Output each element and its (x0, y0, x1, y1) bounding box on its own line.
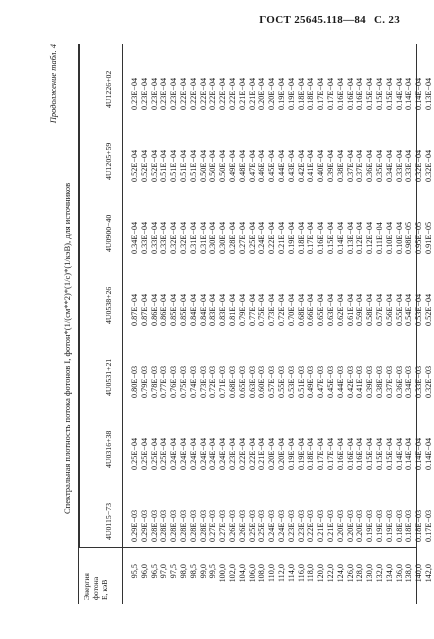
source-column-header: 4U0531+21 (104, 358, 113, 396)
table-cell: 0.14E−04 (404, 437, 414, 470)
page-number: С. 23 (374, 14, 400, 26)
table-cell: 0.34E−04 (130, 221, 139, 254)
table-cell: 0.21E−04 (247, 77, 257, 110)
table-cell: 0.37E−03 (384, 365, 394, 398)
table-cell: 0.53E−04 (414, 293, 424, 326)
table-cell: 0.28E−03 (198, 509, 208, 542)
table-cell: 0.74E−03 (188, 365, 198, 398)
table-cell: 0.17E−04 (316, 77, 326, 110)
table-cell: 0.41E−04 (306, 149, 316, 182)
table-cell: 0.11E−04 (374, 222, 384, 254)
table-cell: 0.18E−04 (296, 221, 306, 254)
table-cell: 0.33E−04 (159, 221, 169, 254)
energy-cell: 142,0 (423, 564, 433, 583)
energy-cell: 114,0 (286, 564, 296, 583)
table-cell: 0.12E−04 (355, 221, 365, 254)
table-cell: 0.29E−03 (139, 509, 149, 542)
table-cell: 0.24E−04 (178, 437, 188, 470)
table-cell: 0.28E−04 (227, 221, 237, 254)
table-cell: 0.28E−03 (188, 509, 198, 542)
table-cell: 0.15E−04 (365, 77, 375, 110)
energy-cell: 126,0 (345, 564, 355, 583)
table-cell: 0.29E−03 (130, 509, 139, 542)
table-cell: 0.32E−04 (423, 149, 433, 182)
energy-cell: 128,0 (355, 564, 365, 583)
header-bottom-rule (122, 44, 123, 604)
energy-cell: 118,0 (306, 564, 316, 583)
table-cell: 0.24E−04 (257, 221, 267, 254)
energy-column (130, 564, 434, 600)
energy-cell: 96,5 (149, 564, 159, 579)
table-cell: 0.33E−03 (414, 365, 424, 398)
table-cell: 0.78E−03 (149, 365, 159, 398)
table-cell: 0.53E−03 (286, 365, 296, 398)
table-cell: 0.86E−04 (159, 293, 169, 326)
table-cell: 0.31E−04 (188, 221, 198, 254)
table-cell: 0.37E−04 (345, 149, 355, 182)
table-cell: 0.71E−03 (218, 365, 228, 398)
table-cell: 0.14E−04 (394, 437, 404, 470)
table-cell: 0.60E−03 (257, 365, 267, 398)
table-cell: 0.17E−04 (306, 221, 316, 254)
table-cell: 0.45E−04 (267, 149, 277, 182)
table-cell: 0.25E−04 (130, 437, 139, 470)
table-cell: 0.79E−04 (237, 293, 247, 326)
table-cell: 0.21E−04 (257, 437, 267, 470)
table-cell: 0.21E−04 (237, 77, 247, 110)
table-cell: 0.15E−04 (374, 437, 384, 470)
table-cell: 0.28E−03 (159, 509, 169, 542)
table-cell: 0.34E−04 (384, 149, 394, 182)
table-cell: 0.91E−05 (423, 221, 433, 254)
table-cell: 0.20E−03 (345, 509, 355, 542)
table-cell: 0.18E−04 (306, 77, 316, 110)
table-cell: 0.47E−04 (247, 149, 257, 182)
table-cell: 0.51E−04 (159, 149, 169, 182)
table-cell: 0.33E−04 (139, 221, 149, 254)
table-cell: 0.17E−04 (325, 77, 335, 110)
table-cell: 0.34E−03 (404, 365, 414, 398)
energy-cell: 99,5 (208, 564, 218, 579)
energy-cell: 132,0 (374, 564, 384, 583)
table-cell: 0.20E−03 (355, 509, 365, 542)
source-column-header: 4U0538+26 (104, 286, 113, 324)
energy-cell: 112,0 (276, 564, 286, 583)
table-cell: 0.23E−04 (159, 77, 169, 110)
table-cell: 0.32E−04 (169, 221, 179, 254)
table-cell: 0.87E−04 (130, 293, 139, 326)
table-cell: 0.73E−03 (198, 365, 208, 398)
table-cell: 0.33E−04 (404, 149, 414, 182)
table-cell: 0.84E−04 (198, 293, 208, 326)
table-cell: 0.14E−04 (414, 437, 424, 470)
table-cell: 0.24E−04 (188, 437, 198, 470)
table-cell: 0.19E−03 (365, 509, 375, 542)
table-cell: 0.30E−04 (218, 221, 228, 254)
table-cell: 0.20E−03 (335, 509, 345, 542)
table-cell: 0.27E−04 (237, 221, 247, 254)
table-cell: 0.22E−04 (198, 77, 208, 110)
table-cell: 0.18E−03 (394, 509, 404, 542)
source-data-column (130, 262, 434, 326)
continuation-note: Продолжение табл. 4 (48, 44, 58, 124)
page-header (254, 14, 400, 26)
standard-number: ГОСТ 25645.118—84 (259, 14, 366, 26)
table-cell: 0.65E−04 (316, 293, 326, 326)
table-cell: 0.33E−04 (394, 149, 404, 182)
table-cell: 0.18E−04 (306, 437, 316, 470)
table-cell: 0.51E−04 (188, 149, 198, 182)
table-cell: 0.16E−04 (316, 221, 326, 254)
table-cell: 0.19E−03 (384, 509, 394, 542)
energy-cell: 124,0 (335, 564, 345, 583)
table-cell: 0.15E−04 (384, 77, 394, 110)
energy-cell: 120,0 (316, 564, 326, 583)
table-cell: 0.25E−03 (247, 509, 257, 542)
table-cell: 0.83E−04 (208, 293, 218, 326)
table-cell: 0.13E−04 (345, 221, 355, 254)
energy-cell: 97,0 (159, 564, 169, 579)
rotated-table (48, 44, 433, 604)
table-cell: 0.24E−04 (218, 437, 228, 470)
table-cell: 0.15E−04 (365, 437, 375, 470)
source-data-column (130, 118, 434, 182)
table-cell: 0.28E−03 (178, 509, 188, 542)
table-cell: 0.27E−03 (218, 509, 228, 542)
table-cell: 0.38E−04 (335, 149, 345, 182)
table-cell: 0.14E−04 (414, 77, 424, 110)
table-cell: 0.20E−04 (267, 77, 277, 110)
table-cell: 0.24E−03 (276, 509, 286, 542)
table-cell: 0.22E−04 (208, 77, 218, 110)
table-cell: 0.66E−04 (306, 293, 316, 326)
table-cell: 0.25E−03 (257, 509, 267, 542)
table-cell: 0.85E−04 (178, 293, 188, 326)
table-cell: 0.13E−04 (423, 77, 433, 110)
energy-header-line: E, кэВ (100, 579, 109, 600)
table-cell: 0.10E−04 (384, 221, 394, 254)
table-cell: 0.52E−04 (130, 149, 139, 182)
table-cell: 0.17E−04 (316, 437, 326, 470)
table-cell: 0.37E−04 (355, 149, 365, 182)
table-cell: 0.23E−04 (139, 77, 149, 110)
table-cell: 0.19E−04 (286, 437, 296, 470)
energy-cell: 106,0 (247, 564, 257, 583)
table-cell: 0.24E−04 (169, 437, 179, 470)
table-cell: 0.81E−04 (227, 293, 237, 326)
table-cell: 0.19E−04 (286, 77, 296, 110)
table-cell: 0.54E−04 (404, 293, 414, 326)
table-cell: 0.77E−03 (159, 365, 169, 398)
table-cell: 0.51E−04 (178, 149, 188, 182)
table-cell: 0.55E−04 (394, 293, 404, 326)
table-cell: 0.23E−04 (227, 437, 237, 470)
table-cell: 0.22E−03 (306, 509, 316, 542)
table-cell: 0.68E−03 (227, 365, 237, 398)
energy-cell: 134,0 (384, 564, 394, 583)
table-cell: 0.15E−04 (384, 437, 394, 470)
source-data-column (130, 478, 434, 542)
table-cell: 0.16E−04 (355, 77, 365, 110)
table-cell: 0.51E−03 (296, 365, 306, 398)
table-cell: 0.22E−04 (237, 437, 247, 470)
table-cell: 0.25E−04 (149, 437, 159, 470)
table-cell: 0.32E−03 (423, 365, 433, 398)
table-cell: 0.44E−03 (335, 365, 345, 398)
table-cell: 0.23E−04 (130, 77, 139, 110)
table-cell: 0.40E−04 (316, 149, 326, 182)
header-column-divider (78, 547, 416, 548)
table-cell: 0.36E−04 (365, 149, 375, 182)
table-cell: 0.95E−05 (414, 221, 424, 254)
table-cell: 0.15E−04 (374, 77, 384, 110)
table-cell: 0.52E−04 (139, 149, 149, 182)
table-cell: 0.23E−04 (169, 77, 179, 110)
table-cell: 0.19E−04 (276, 77, 286, 110)
energy-cell: 97,5 (169, 564, 179, 579)
table-cell: 0.22E−04 (178, 77, 188, 110)
energy-cell: 100,0 (218, 564, 228, 583)
table-cell: 0.22E−04 (218, 77, 228, 110)
energy-column-header (82, 573, 109, 600)
table-cell: 0.52E−04 (149, 149, 159, 182)
table-cell: 0.18E−04 (296, 77, 306, 110)
table-cell: 0.21E−03 (325, 509, 335, 542)
table-cell: 0.25E−04 (139, 437, 149, 470)
table-cell: 0.47E−03 (316, 365, 326, 398)
table-cell: 0.16E−04 (355, 437, 365, 470)
table-cell: 0.50E−04 (198, 149, 208, 182)
table-cell: 0.85E−04 (169, 293, 179, 326)
source-data-column (130, 334, 434, 398)
table-cell: 0.39E−03 (365, 365, 375, 398)
table-cell: 0.50E−04 (208, 149, 218, 182)
table-cell: 0.52E−04 (423, 293, 433, 326)
source-column-header: 4U0900−40 (104, 214, 113, 252)
table-cell: 0.58E−04 (365, 293, 375, 326)
table-cell: 0.19E−04 (296, 437, 306, 470)
table-cell: 0.25E−04 (247, 221, 257, 254)
table-cell: 0.75E−04 (257, 293, 267, 326)
table-cell: 0.14E−04 (335, 221, 345, 254)
source-column-header: 4U1226+02 (104, 70, 113, 108)
table-cell: 0.55E−03 (276, 365, 286, 398)
table-cell: 0.18E−03 (414, 509, 424, 542)
table-cell: 0.31E−04 (198, 221, 208, 254)
table-cell: 0.57E−03 (267, 365, 277, 398)
table-cell: 0.70E−04 (286, 293, 296, 326)
energy-cell: 130,0 (365, 564, 375, 583)
source-column-header: 4U1205+59 (104, 142, 113, 180)
table-cell: 0.35E−04 (374, 149, 384, 182)
table-cell: 0.18E−03 (404, 509, 414, 542)
table-cell: 0.14E−04 (404, 77, 414, 110)
table-cell: 0.76E−03 (169, 365, 179, 398)
table-cell: 0.33E−04 (149, 221, 159, 254)
table-cell: 0.80E−03 (130, 365, 139, 398)
table-cell: 0.48E−04 (237, 149, 247, 182)
table-cell: 0.86E−04 (149, 293, 159, 326)
table-cell: 0.19E−03 (374, 509, 384, 542)
energy-cell: 136,0 (394, 564, 404, 583)
table-cell: 0.87E−04 (139, 293, 149, 326)
table-cell: 0.28E−03 (169, 509, 179, 542)
table-cell: 0.83E−04 (218, 293, 228, 326)
table-cell: 0.23E−03 (286, 509, 296, 542)
table-cell: 0.38E−03 (374, 365, 384, 398)
table-cell: 0.73E−04 (267, 293, 277, 326)
table-cell: 0.79E−03 (139, 365, 149, 398)
table-cell: 0.62E−04 (335, 293, 345, 326)
table-cell: 0.30E−04 (208, 221, 218, 254)
table-cell: 0.63E−03 (247, 365, 257, 398)
table-cell: 0.43E−04 (286, 149, 296, 182)
table-cell: 0.26E−03 (227, 509, 237, 542)
table-cell: 0.46E−04 (257, 149, 267, 182)
table-cell: 0.17E−03 (423, 509, 433, 542)
table-cell: 0.49E−03 (306, 365, 316, 398)
table-cell: 0.68E−04 (296, 293, 306, 326)
table-cell: 0.32E−04 (178, 221, 188, 254)
energy-cell: 102,0 (227, 564, 237, 583)
table-cell: 0.41E−03 (355, 365, 365, 398)
table-cell: 0.21E−04 (276, 221, 286, 254)
table-cell: 0.16E−04 (345, 77, 355, 110)
table-cell: 0.25E−04 (159, 437, 169, 470)
energy-cell: 138,0 (404, 564, 414, 583)
table-cell: 0.15E−04 (325, 221, 335, 254)
energy-cell: 99,0 (198, 564, 208, 579)
header-sub-rule (79, 44, 80, 548)
table-cell: 0.16E−04 (335, 437, 345, 470)
table-cell: 0.36E−03 (394, 365, 404, 398)
table-cell: 0.23E−03 (296, 509, 306, 542)
table-cell: 0.20E−04 (267, 437, 277, 470)
table-cell: 0.42E−04 (296, 149, 306, 182)
table-caption: Спектральная плотность потока фотонов I, фотон*(1/(см**2)*(1/с)*(1/кэВ), для источников (62, 182, 72, 514)
table-cell: 0.20E−04 (257, 77, 267, 110)
source-column-header: 4U0316+38 (104, 430, 113, 468)
table-cell: 0.49E−04 (227, 149, 237, 182)
table-cell: 0.21E−03 (316, 509, 326, 542)
table-cell: 0.17E−04 (325, 437, 335, 470)
table-cell: 0.14E−04 (394, 77, 404, 110)
table-cell: 0.59E−04 (355, 293, 365, 326)
energy-cell: 116,0 (296, 564, 306, 583)
table-cell: 0.39E−04 (325, 149, 335, 182)
table-cell: 0.14E−04 (423, 437, 433, 470)
energy-header-line: фотона (91, 576, 100, 600)
source-data-column (130, 46, 434, 110)
table-cell: 0.16E−04 (345, 437, 355, 470)
table-cell: 0.61E−04 (345, 293, 355, 326)
table-cell: 0.42E−03 (345, 365, 355, 398)
table-cell: 0.72E−03 (208, 365, 218, 398)
source-data-column (130, 190, 434, 254)
table-cell: 0.56E−04 (384, 293, 394, 326)
table-cell: 0.77E−04 (247, 293, 257, 326)
source-data-column (130, 406, 434, 470)
table-cell: 0.32E−04 (414, 149, 424, 182)
source-column-header: 4U0115−73 (104, 502, 113, 540)
table-cell: 0.45E−03 (325, 365, 335, 398)
energy-cell: 98,5 (188, 564, 198, 579)
table-cell: 0.23E−04 (149, 77, 159, 110)
energy-cell: 104,0 (237, 564, 247, 583)
table-cell: 0.16E−04 (335, 77, 345, 110)
energy-cell: 122,0 (325, 564, 335, 583)
table-cell: 0.12E−04 (365, 221, 375, 254)
table-cell: 0.22E−04 (267, 221, 277, 254)
energy-cell: 108,0 (257, 564, 267, 583)
table-cell: 0.72E−04 (276, 293, 286, 326)
table-cell: 0.65E−03 (237, 365, 247, 398)
table-cell: 0.24E−03 (267, 509, 277, 542)
table-cell: 0.98E−05 (404, 221, 414, 254)
table-cell: 0.51E−04 (169, 149, 179, 182)
energy-header-line: Энергия (82, 573, 91, 600)
table-cell: 0.24E−04 (208, 437, 218, 470)
table-cell: 0.27E−03 (208, 509, 218, 542)
energy-cell: 95,5 (130, 564, 139, 579)
table-cell: 0.44E−04 (276, 149, 286, 182)
table-cell: 0.63E−04 (325, 293, 335, 326)
table-cell: 0.84E−04 (188, 293, 198, 326)
table-cell: 0.26E−03 (237, 509, 247, 542)
table-cell: 0.50E−04 (218, 149, 228, 182)
energy-cell: 140,0 (414, 564, 424, 583)
table-cell: 0.24E−04 (198, 437, 208, 470)
table-cell: 0.19E−04 (286, 221, 296, 254)
energy-cell: 110,0 (267, 564, 277, 583)
table-cell: 0.20E−04 (276, 437, 286, 470)
table-cell: 0.22E−04 (227, 77, 237, 110)
table-cell: 0.10E−04 (394, 221, 404, 254)
energy-cell: 98,0 (178, 564, 188, 579)
table-cell: 0.22E−04 (188, 77, 198, 110)
table-cell: 0.57E−04 (374, 293, 384, 326)
table-cell: 0.28E−03 (149, 509, 159, 542)
energy-cell: 96,0 (139, 564, 149, 579)
table-cell: 0.22E−04 (247, 437, 257, 470)
table-cell: 0.75E−03 (178, 365, 188, 398)
